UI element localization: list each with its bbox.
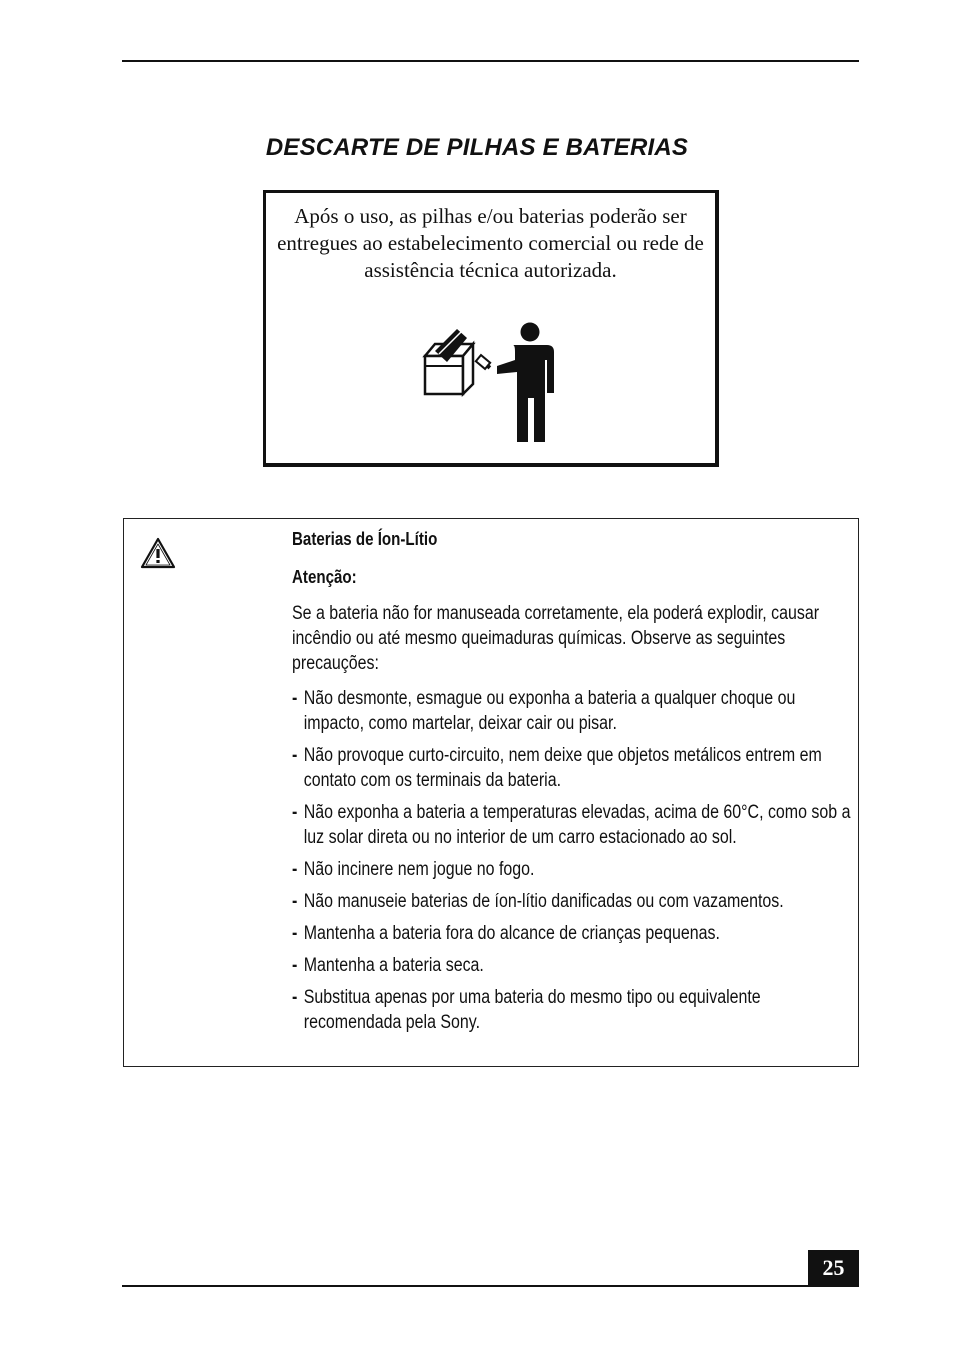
disposal-notice-text: Após o uso, as pilhas e/ou baterias poderão ser entregues ao estabelecimento comercial ou rede de assistência técnica autorizada.: [277, 204, 704, 282]
dash-bullet: -: [292, 891, 298, 912]
list-item-text: Mantenha a bateria seca.: [303, 955, 484, 976]
warning-triangle-icon: [140, 537, 176, 569]
section-title: DESCARTE DE PILHAS E BATERIAS: [265, 134, 689, 161]
page-number: 25: [808, 1250, 859, 1286]
list-item: [292, 921, 854, 946]
list-item: [292, 800, 854, 850]
list-item: [292, 743, 854, 793]
lithium-ion-warning-box: [123, 518, 859, 1067]
list-item-text: Não exponha a bateria a temperaturas elevadas, acima de 60°C, como sob a luz solar direta ou no interior de um carro estacionado ao sol.: [303, 802, 851, 848]
dash-bullet: -: [292, 923, 298, 944]
precautions-list: [292, 686, 854, 1035]
footer-rule: [122, 1285, 859, 1287]
list-item: [292, 889, 854, 914]
list-item-text: Substitua apenas por uma bateria do mesmo tipo ou equivalente recomendada pela Sony.: [303, 987, 761, 1033]
person-disposing-battery-icon: [421, 318, 557, 450]
list-item: [292, 953, 854, 978]
disposal-notice-box: [263, 190, 719, 467]
list-item-text: Não incinere nem jogue no fogo.: [303, 859, 535, 880]
dash-bullet: -: [292, 688, 298, 709]
list-item: [292, 857, 854, 882]
list-item-text: Não desmonte, esmague ou exponha a bateria a qualquer choque ou impacto, como martelar, deixar cair ou pisar.: [303, 688, 796, 734]
list-item-text: Mantenha a bateria fora do alcance de crianças pequenas.: [303, 923, 720, 944]
warning-heading: Baterias de Íon-Lítio: [292, 529, 438, 549]
dash-bullet: -: [292, 955, 298, 976]
list-item: [292, 686, 854, 736]
list-item-text: Não provoque curto-circuito, nem deixe que objetos metálicos entrem em contato com os terminais da bateria.: [303, 745, 822, 791]
dash-bullet: -: [292, 745, 298, 766]
warning-intro: Se a bateria não for manuseada corretamente, ela poderá explodir, causar incêndio ou até mesmo queimaduras químicas. Observe as seguintes precauções:: [292, 603, 820, 674]
dash-bullet: -: [292, 987, 298, 1008]
list-item-text: Não manuseie baterias de íon-lítio danificadas ou com vazamentos.: [303, 891, 784, 912]
list-item: [292, 985, 854, 1035]
dash-bullet: -: [292, 802, 298, 823]
dash-bullet: -: [292, 859, 298, 880]
warning-content: [292, 527, 854, 1042]
header-rule: [122, 60, 859, 62]
warning-attention-label: Atenção:: [292, 567, 357, 587]
